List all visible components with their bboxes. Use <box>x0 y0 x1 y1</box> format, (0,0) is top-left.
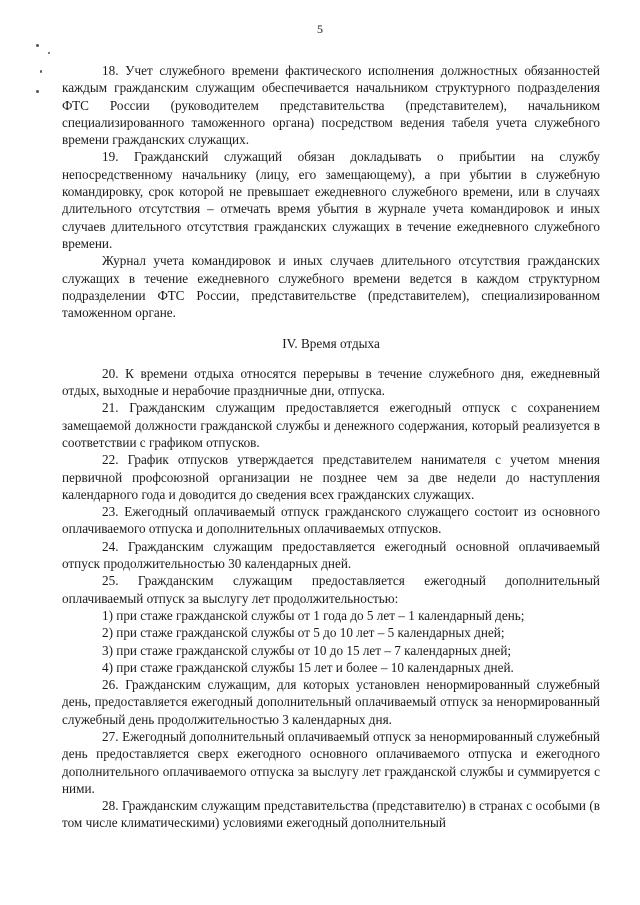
scan-speck <box>36 90 39 93</box>
paragraph-19: 19. Гражданский служащий обязан докладывать о прибытии на службу непосредственному начальнику (лицу, его замещающему), а при убытии в служебную командировку, срок которой не превышает ежедневного служебного времени, или в случаях длительного отсутствия – отмечать время убытия в журнале учета командировок и иных случаев длительного отсутствия гражданских служащих в течение ежедневного служебного времени. <box>62 149 600 251</box>
paragraph-23: 23. Ежегодный оплачиваемый отпуск гражданского служащего состоит из основного оплачиваемого отпуска и дополнительных оплачиваемых отпусков. <box>62 504 600 537</box>
list-item: 1) при стаже гражданской службы от 1 года до 5 лет – 1 календарный день; <box>102 607 525 623</box>
paragraph-21: 21. Гражданским служащим предоставляется ежегодный отпуск с сохранением замещаемой должности гражданской службы и денежного содержания, который реализуется в соответствии с графиком отпусков. <box>62 400 600 450</box>
paragraph-18: 18. Учет служебного времени фактического исполнения должностных обязанностей каждым гражданским служащим обеспечивается начальником структурного подразделения ФТС России (руководителем представительства (представителем), начальником специализированного таможенного органа) посредством ведения табеля учета служебного времени гражданских служащих. <box>62 63 600 148</box>
paragraph-26: 26. Гражданским служащим, для которых установлен ненормированный служебный день, предоставляется ежегодный дополнительный оплачиваемый отпуск за ненормированный служебный день продолжительностью 3 календарных дня. <box>62 677 600 727</box>
section-title: IV. Время отдыха <box>282 336 380 352</box>
document-body <box>62 62 600 832</box>
list-item: 4) при стаже гражданской службы 15 лет и более – 10 календарных дней. <box>102 659 514 675</box>
paragraph-25: 25. Гражданским служащим предоставляется ежегодный дополнительный оплачиваемый отпуск за выслугу лет продолжительностью: <box>62 573 600 606</box>
page-number: 5 <box>317 22 323 36</box>
paragraph-20: 20. К времени отдыха относятся перерывы в течение служебного дня, ежедневный отдых, выходные и нерабочие праздничные дни, отпуска. <box>62 365 600 399</box>
paragraph-journal: Журнал учета командировок и иных случаев длительного отсутствия гражданских служащих в течение ежедневного служебного времени ведется в каждом структурном подразделении ФТС России, представительстве (представителем), специализированном таможенном органе. <box>62 253 600 321</box>
scan-speck <box>48 52 50 54</box>
scan-speck <box>40 70 42 73</box>
paragraph-22: 22. График отпусков утверждается представителем нанимателя с учетом мнения первичной профсоюзной организации не позднее чем за две недели до наступления календарного года и доводится до сведения всех гражданских служащих. <box>62 452 600 502</box>
list-item: 3) при стаже гражданской службы от 10 до 15 лет – 7 календарных дней; <box>102 642 512 658</box>
list-item: 2) при стаже гражданской службы от 5 до 10 лет – 5 календарных дней; <box>102 625 505 641</box>
paragraph-24: 24. Гражданским служащим предоставляется ежегодный основной оплачиваемый отпуск продолжительностью 30 календарных дней. <box>62 538 600 572</box>
scan-speck <box>36 44 39 47</box>
paragraph-27: 27. Ежегодный дополнительный оплачиваемый отпуск за ненормированный служебный день предоставляется сверх ежегодного основного оплачиваемого отпуска и ежегодного дополнительного оплачиваемого отпуска за выслугу лет гражданской службы и суммируется с ними. <box>62 728 600 796</box>
paragraph-28: 28. Гражданским служащим представительства (представителю) в странах с особыми (в том числе климатическими) условиями ежегодный дополнительный <box>62 798 600 831</box>
